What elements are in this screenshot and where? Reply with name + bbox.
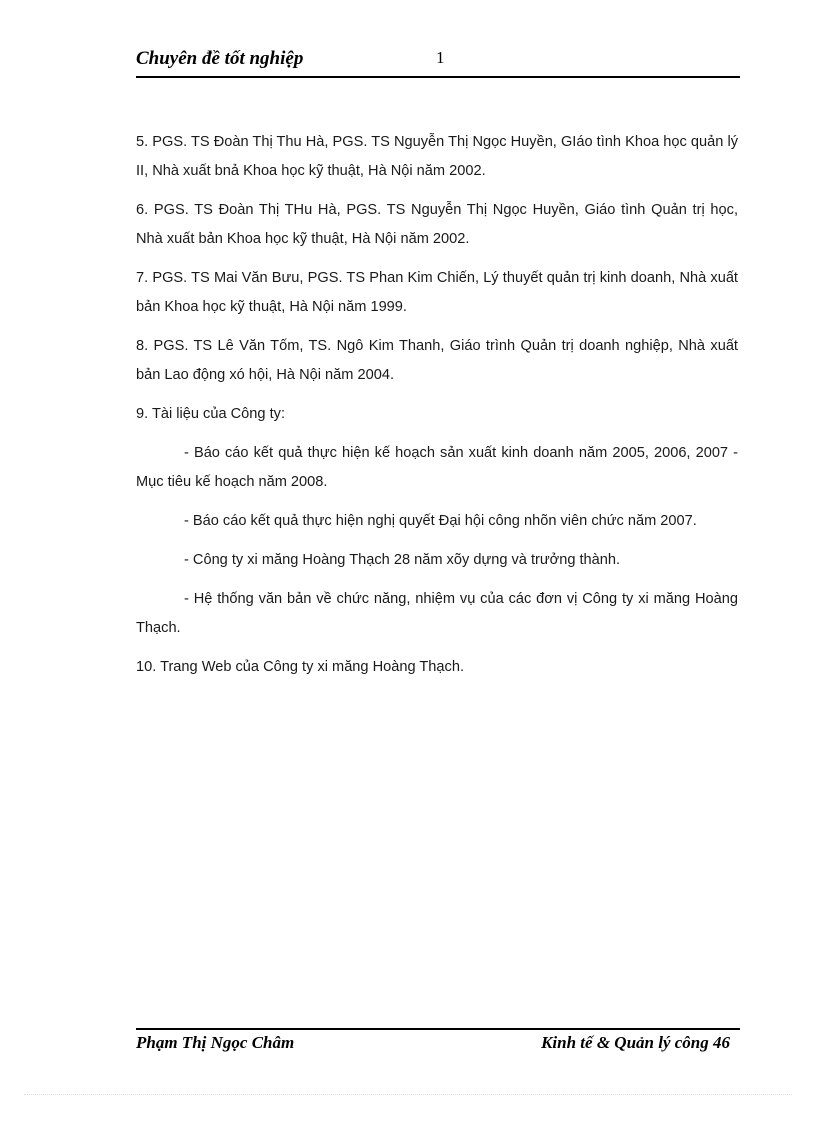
company-document-item: - Báo cáo kết quả thực hiện kế hoạch sản xuất kinh doanh năm 2005, 2006, 2007 - Mục tiêu kế hoạch năm 2008. xyxy=(136,445,738,490)
footer-divider xyxy=(136,1028,740,1030)
page-number: 1 xyxy=(436,48,445,67)
company-document-item: - Hệ thống văn bản về chức năng, nhiệm vụ của các đơn vị Công ty xi măng Hoàng Thạch. xyxy=(136,591,738,636)
reference-item: 7. PGS. TS Mai Văn Bưu, PGS. TS Phan Kim Chiến, Lý thuyết quản trị kinh doanh, Nhà xuất bản Khoa học kỹ thuật, Hà Nội năm 1999. xyxy=(136,270,738,315)
reference-item: 10. Trang Web của Công ty xi măng Hoàng Thạch. xyxy=(136,659,465,675)
reference-item: 5. PGS. TS Đoàn Thị Thu Hà, PGS. TS Nguyễn Thị Ngọc Huyền, GIáo tình Khoa học quản lý II, Nhà xuất bnả Khoa học kỹ thuật, Hà Nội năm 2002. xyxy=(136,134,738,179)
company-document-item: - Công ty xi măng Hoàng Thạch 28 năm xõy dựng và trưởng thành. xyxy=(184,552,621,568)
reference-list xyxy=(136,128,738,692)
header-title: Chuyên đề tốt nghiệp xyxy=(136,48,304,69)
reference-item: 8. PGS. TS Lê Văn Tốm, TS. Ngô Kim Thanh, Giáo trình Quản trị doanh nghiệp, Nhà xuất bản Lao động xó hội, Hà Nội năm 2004. xyxy=(136,338,738,383)
page-header xyxy=(136,48,740,76)
company-document-item: - Báo cáo kết quả thực hiện nghị quyết Đại hội công nhõn viên chức năm 2007. xyxy=(184,513,697,529)
header-divider xyxy=(136,76,740,78)
reference-item: 9. Tài liệu của Công ty: xyxy=(136,406,285,422)
footer-class: Kinh tế & Quản lý công 46 xyxy=(541,1033,730,1052)
footer-author: Phạm Thị Ngọc Châm xyxy=(136,1033,295,1052)
reference-item: 6. PGS. TS Đoàn Thị THu Hà, PGS. TS Nguyễn Thị Ngọc Huyền, Giáo tình Quản trị học, Nhà xuất bản Khoa học kỹ thuật, Hà Nội năm 2002. xyxy=(136,202,738,247)
page-bottom-edge xyxy=(24,1094,792,1095)
